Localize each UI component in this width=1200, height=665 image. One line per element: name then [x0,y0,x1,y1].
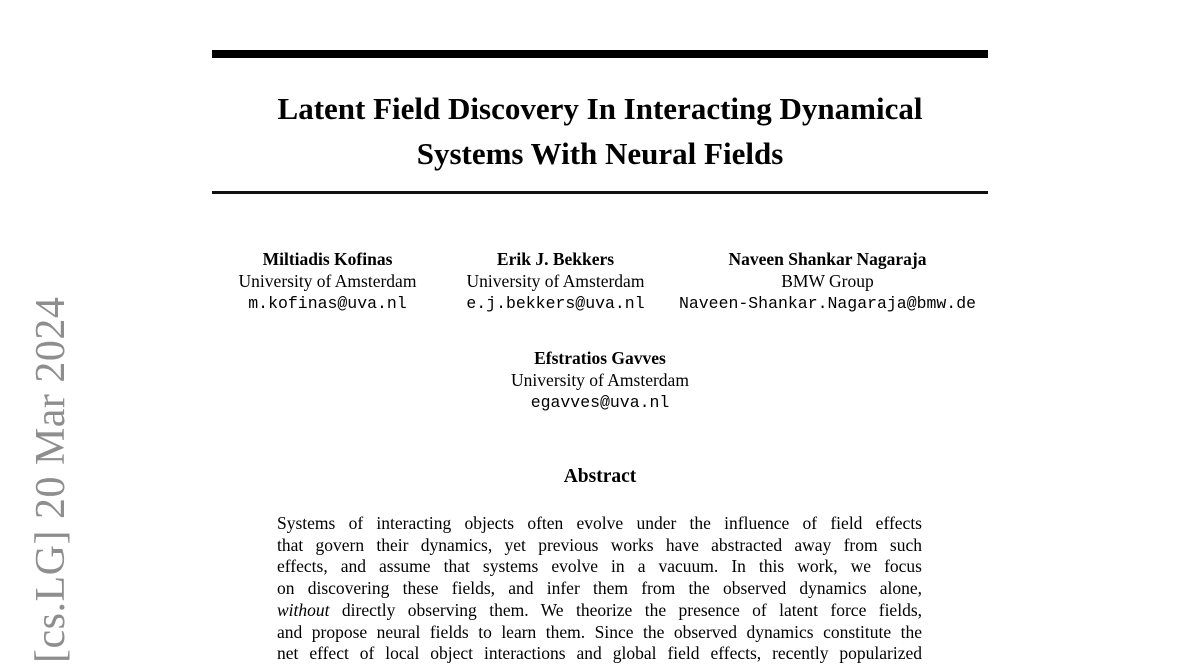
author-affiliation: BMW Group [781,271,874,291]
author-block-bekkers [438,248,673,315]
author-name: Miltiadis Kofinas [262,249,393,269]
arxiv-category-date-stamp: [cs.LG] 20 Mar 2024 [28,296,74,663]
author-name: Efstratios Gavves [534,348,666,368]
author-email: e.j.bekkers@uva.nl [466,294,645,313]
abstract-text [277,513,922,665]
author-name: Naveen Shankar Nagaraja [728,249,927,269]
abstract-line-rest: directly observing them. We theorize the presence of latent force fields, [329,599,922,620]
abstract-line [277,600,922,622]
abstract-line-clipped: net effect of local object interactions and global field effects, recently popularized [277,643,922,664]
author-affiliation: University of Amsterdam [466,271,645,291]
abstract-line: that govern their dynamics, yet previous works have abstracted away from such [277,534,922,555]
abstract-line: effects, and assume that systems evolve in a vacuum. In this work, we focus [277,556,922,577]
author-block-gavves [212,347,988,414]
paper-title-line-2: Systems With Neural Fields [416,136,784,171]
author-block-nagaraja [655,248,1000,315]
title-top-rule [212,50,988,58]
author-affiliation: University of Amsterdam [238,271,417,291]
author-name: Erik J. Bekkers [496,249,615,269]
author-affiliation: University of Amsterdam [511,370,689,390]
abstract-line: and propose neural fields to learn them. Since the observed dynamics constitute the [277,621,922,642]
author-email: egavves@uva.nl [530,393,670,412]
paper-title [212,86,988,176]
author-block-kofinas [210,248,445,315]
author-email: m.kofinas@uva.nl [248,294,407,313]
abstract-italic-word: without [277,599,330,620]
abstract-heading: Abstract [563,466,637,487]
abstract-line: Systems of interacting objects often evolve under the influence of field effects [277,513,922,533]
author-email: Naveen-Shankar.Nagaraja@bmw.de [678,294,977,313]
title-bottom-rule [212,191,988,194]
paper-title-line-1: Latent Field Discovery In Interacting Dynamical [277,91,923,126]
abstract-line: on discovering these fields, and infer them from the observed dynamics alone, [277,578,922,599]
